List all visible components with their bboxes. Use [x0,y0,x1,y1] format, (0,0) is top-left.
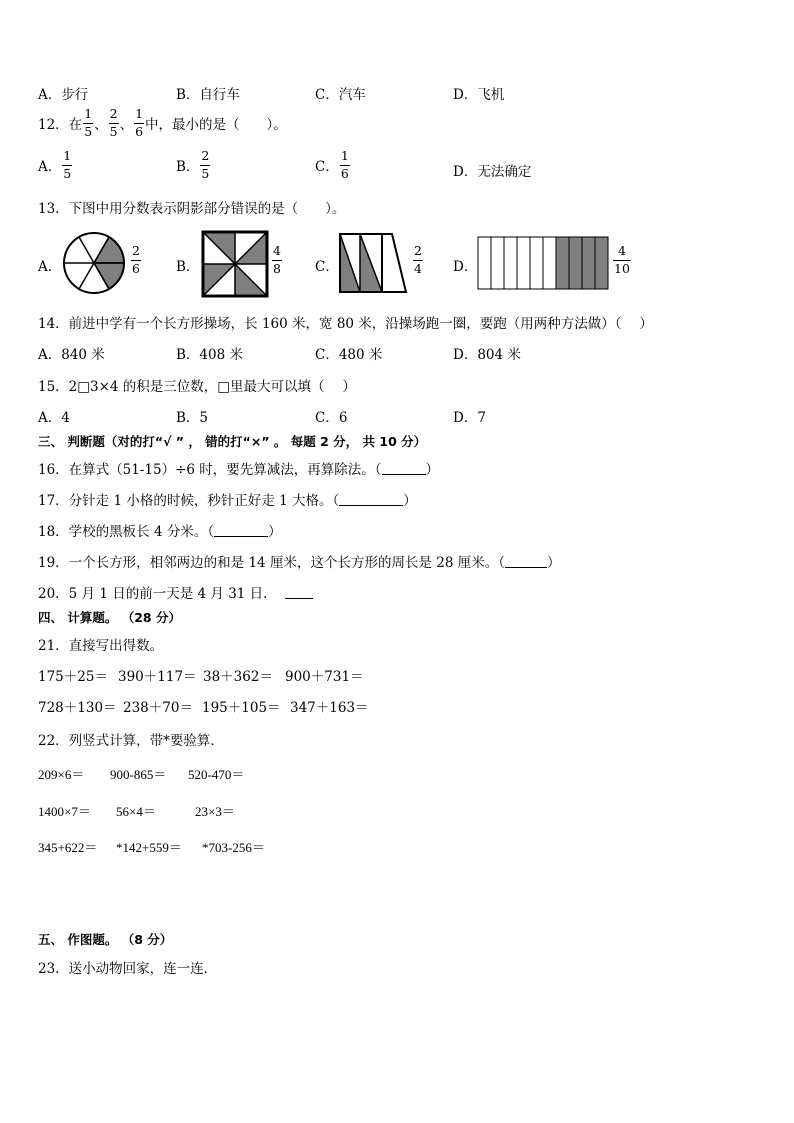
q21-expr: 390＋117＝ [118,669,197,685]
option-label: A． [38,159,62,175]
option-label: C． [315,159,339,175]
fraction [200,150,210,180]
q15-option-c[interactable] [315,406,347,426]
square-figure [201,230,269,298]
denominator: 4 [414,260,422,276]
q19-text: 19．一个长方形，相邻两边的和是 14 厘米，这个长方形的周长是 28 厘米。（ [38,555,505,571]
q18-text: 18．学校的黑板长 4 分米。（ [38,524,215,540]
q20-text: 20．5 月 1 日的前一天是 4 月 31 日． [38,586,277,602]
answer-blank[interactable] [339,493,403,506]
strip-cell [556,237,569,289]
q22-expr: 345+622＝ [38,840,98,855]
circle-figure [63,232,125,294]
numerator: 1 [135,106,144,121]
denominator: 8 [273,260,281,276]
option-text: A．4 [38,410,70,426]
q15-text: 15．2□3×4 的积是三位数，□里最大可以填（ ） [38,379,356,395]
fraction [109,108,119,138]
paren-close: ） [268,524,282,540]
denominator: 6 [135,123,144,139]
separator: 、 [119,117,134,133]
option-text: D．804 米 [453,347,521,363]
answer-blank[interactable] [285,586,313,599]
fraction [340,150,350,180]
q15-option-d[interactable] [453,406,486,426]
option-text: D．7 [453,410,486,426]
parallelogram-figure [336,232,408,294]
q12-option-b[interactable] [176,150,211,180]
q12-prefix: 12．在 [38,117,83,133]
option-text: C．汽车 [315,87,366,103]
q21-expr: 900＋731＝ [285,669,364,685]
q11-option-c[interactable] [315,83,366,103]
q23-text: 23．送小动物回家，连一连． [38,961,218,977]
q21-expr: 728＋130＝ [38,700,117,716]
q17-question [38,489,417,509]
q22-question [38,729,224,749]
q21-expr: 238＋70＝ [123,700,193,716]
q22-text: 22．列竖式计算，带*要验算． [38,733,224,749]
option-text: B．自行车 [176,87,240,103]
q12-option-c[interactable] [315,150,351,180]
fraction [62,150,72,180]
option-text: A．步行 [38,87,89,103]
strip-cell [491,237,504,289]
strip-cell [530,237,543,289]
option-text: C．480 米 [315,347,383,363]
fraction [613,245,631,275]
strip-figure [477,236,609,290]
q22-expr: 1400×7＝ [38,804,91,819]
paren-close: ） [425,462,440,478]
strip-cell [595,237,608,289]
q14-option-a[interactable] [38,343,105,363]
q21-question [38,634,163,654]
denominator: 10 [614,260,630,276]
fraction [272,245,282,275]
separator: 、 [94,117,108,133]
strip-cell [504,237,517,289]
q13-question [38,197,345,217]
q11-option-d[interactable] [453,83,504,103]
denominator: 6 [340,165,349,181]
option-text: B．408 米 [176,347,243,363]
option-text: C．6 [315,410,348,426]
q16-question [38,458,439,478]
denominator: 6 [132,260,140,276]
answer-blank[interactable] [214,524,268,537]
q12-suffix: 中，最小的是（ ）。 [145,117,287,133]
fraction [83,108,93,138]
section-title: 四、 计算题。 （28 分） [38,610,181,625]
q23-question [38,957,217,977]
q14-option-c[interactable] [315,343,382,363]
strip-cell [543,237,556,289]
paren-close: ） [546,555,561,571]
numerator: 2 [201,148,210,163]
numerator: 4 [617,243,626,258]
answer-blank[interactable] [505,555,547,568]
q21-expr: 347＋163＝ [290,700,369,716]
numerator: 2 [109,106,118,121]
q12-question [38,108,287,138]
numerator: 2 [132,243,140,258]
fraction [131,245,141,275]
q13-option-d[interactable] [453,255,477,275]
q13-text: 13．下图中用分数表示阴影部分错误的是（ ）。 [38,201,346,217]
paren-close: ） [403,493,417,509]
denominator: 5 [84,123,93,139]
option-label: D． [453,259,478,275]
q12-option-a[interactable] [38,150,73,180]
q13-option-b[interactable] [176,255,199,275]
q11-option-a[interactable] [38,83,88,103]
q18-question [38,520,282,540]
q21-expr: 38＋362＝ [203,669,273,685]
option-label: A． [38,259,62,275]
q13-option-a[interactable] [38,255,61,275]
numerator: 4 [273,243,281,258]
option-text: A．840 米 [38,347,105,363]
option-label: C． [315,259,339,275]
section-title: 三、 判断题（对的打“√ ” ， 错的打“×” 。 每题 2 分， 共 10 分） [38,434,427,449]
q22-expr: 520-470＝ [188,767,245,782]
answer-blank[interactable] [382,462,426,475]
numerator: 1 [340,148,349,163]
q22-expr: 209×6＝ [38,767,85,782]
q14-text: 14．前进中学有一个长方形操场，长 160 米，宽 80 米，沿操场跑一圈，要跑（用两种方法做）（ ） [38,316,653,332]
q22-expr: 900-865＝ [110,767,167,782]
denominator: 5 [201,165,210,181]
q21-expr: 195＋105＝ [202,700,281,716]
q19-question [38,551,560,571]
strip-cell [569,237,582,289]
option-text: D．无法确定 [453,164,532,180]
option-text: B．5 [176,410,209,426]
q15-option-a[interactable] [38,406,70,426]
q20-question [38,582,313,602]
q15-option-b[interactable] [176,406,208,426]
q15-question [38,375,356,395]
denominator: 5 [109,123,118,139]
section-3-heading [38,432,426,450]
q17-text: 17．分针走 1 小格的时候，秒针正好走 1 大格。（ [38,493,340,509]
numerator: 2 [414,243,422,258]
fraction [134,108,144,138]
q14-question [38,312,653,332]
q16-text: 16．在算式（51-15）÷6 时，要先算减法，再算除法。（ [38,462,382,478]
q11-option-b[interactable] [176,83,240,103]
option-text: D．飞机 [453,87,505,103]
q22-expr: 23×3＝ [195,804,235,819]
strip-cell [478,237,491,289]
section-title: 五、 作图题。 （8 分） [38,932,173,947]
q14-option-d[interactable] [453,343,521,363]
option-label: B． [176,259,200,275]
q21-text: 21．直接写出得数。 [38,638,164,654]
q12-option-d[interactable] [453,160,531,180]
q14-option-b[interactable] [176,343,243,363]
strip-cell [517,237,530,289]
strip-cell [582,237,595,289]
denominator: 5 [63,165,72,181]
q21-expr: 175＋25＝ [38,669,108,685]
numerator: 1 [84,106,93,121]
fraction [413,245,423,275]
q22-expr: *142+559＝ [116,840,182,855]
q22-expr: 56×4＝ [116,804,156,819]
option-label: B． [176,159,200,175]
section-5-heading [38,930,172,948]
numerator: 1 [63,148,72,163]
section-4-heading [38,608,181,626]
q22-expr: *703-256＝ [202,840,265,855]
